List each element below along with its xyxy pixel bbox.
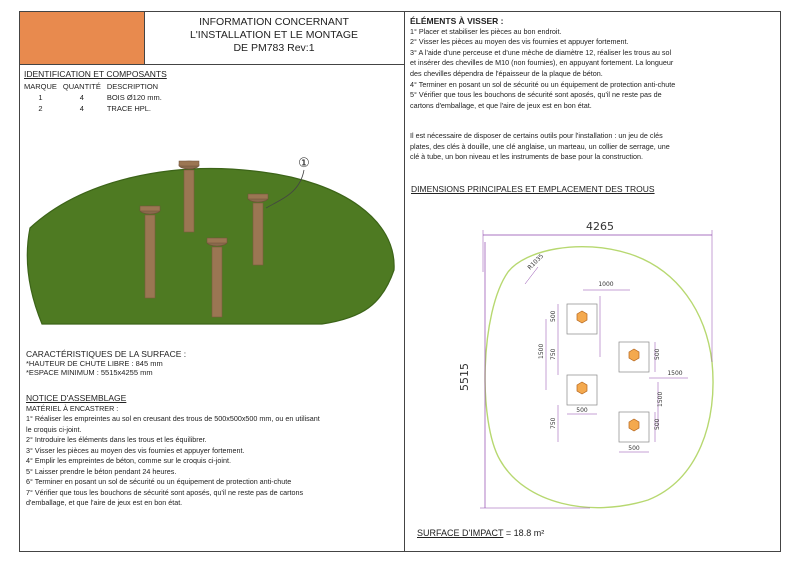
table-row — [24, 103, 168, 114]
dim-500-label-e: 500 — [654, 418, 661, 430]
dim-500-label-d: 500 — [628, 445, 640, 452]
assembly-line: 6° Terminer en posant un sol de sécurité ou un équipement de protection anti-chute — [26, 477, 292, 486]
dim-500-label-a: 500 — [550, 310, 557, 322]
post-hex-1 — [577, 311, 587, 323]
elements-line: cartons d'emballage, et que l'aire de jeux est en bon état. — [410, 100, 592, 110]
assembly-heading: NOTICE D'ASSEMBLAGE — [26, 393, 127, 403]
table-row — [24, 92, 168, 103]
dim-500-label-b: 500 — [654, 348, 661, 360]
assembly-line: 1° Réaliser les empreintes au sol en creusant des trous de 500x500x500 mm, ou en utilisant — [26, 414, 320, 423]
elements-heading: ÉLÉMENTS À VISSER : — [410, 16, 504, 26]
header-bottom-line — [20, 64, 404, 65]
dim-1500-label-c: 1500 — [657, 391, 664, 407]
elements-line: et insérer des chevilles de M10 (non fournies), en appuyant fortement. La longueur — [410, 58, 674, 68]
components-table — [24, 81, 168, 114]
tools-line: Il est nécessaire de disposer de certains outils pour l'installation : un jeu de clés — [410, 131, 663, 140]
impact-value: = 18.8 m² — [505, 528, 545, 538]
minimum-space-line: *ESPACE MINIMUM : 5515x4255 mm — [26, 368, 153, 377]
elements-line: 2° Visser les pièces au moyen des vis fournies et appuyer fortement. — [410, 37, 629, 47]
height-label: 5515 — [458, 363, 471, 391]
elements-line: 1° Placer et stabiliser les pièces au bon endroit. — [410, 26, 562, 36]
post-hex-2 — [629, 349, 639, 361]
grass-mound — [27, 169, 394, 324]
title-line-1: INFORMATION CONCERNANT — [199, 16, 349, 28]
dimensions-heading: DIMENSIONS PRINCIPALES ET EMPLACEMENT DES TROUS — [411, 184, 655, 194]
tools-note — [410, 131, 774, 163]
impact-surface — [417, 528, 544, 538]
col-header-qty: QUANTITÉ — [62, 82, 101, 91]
width-label: 4265 — [586, 220, 614, 233]
dim-750-label-b: 750 — [550, 417, 557, 429]
assembly-line: 5° Laisser prendre le béton pendant 24 heures. — [26, 466, 177, 476]
screw-elements-instructions — [410, 16, 776, 111]
post-hex-3 — [577, 382, 587, 394]
elements-line: 5° Vérifier que tous les bouchons de sécurité sont aposés, qu'il ne reste pas de — [410, 90, 662, 100]
dim-1500-label-b: 1500 — [667, 370, 683, 377]
cell-qty: 4 — [79, 93, 84, 102]
dim-750-label-a: 750 — [550, 348, 557, 360]
assembly-line: 4° Emplir les empreintes de béton, comme sur le croquis ci-joint. — [26, 456, 232, 465]
tools-line: plates, des clés à douille, une clé anglaise, un marteau, un collier de serrage, une — [410, 141, 670, 151]
document-title — [150, 16, 398, 55]
identification-heading: IDENTIFICATION ET COMPOSANTS — [24, 69, 167, 79]
title-line-3: DE PM783 Rev:1 — [233, 42, 315, 54]
radius-label: R1035 — [526, 252, 546, 272]
tools-line: clé à tube, un bon niveau et les instruments de base pour la construction. — [410, 152, 643, 162]
dim-1000-label: 1000 — [598, 281, 614, 288]
cell-desc: TRACE HPL. — [106, 104, 152, 113]
assembly-line: 3° Visser les pièces au moyen des vis fournies et appuyer fortement. — [26, 445, 245, 455]
hole-layout-plan — [430, 212, 730, 524]
cell-qty: 4 — [79, 104, 84, 113]
surface-characteristics — [26, 350, 186, 377]
dim-1500-label-a: 1500 — [538, 343, 545, 359]
callout-number: ① — [298, 156, 310, 171]
title-line-2: L'INSTALLATION ET LE MONTAGE — [189, 29, 359, 41]
post-hex-4 — [629, 419, 639, 431]
elements-line: 3° A l'aide d'une perceuse et d'une mèche de diamètre 12, réaliser les trous au sol — [410, 47, 672, 57]
assembly-subheading: MATÉRIEL À ENCASTRER : — [26, 403, 119, 413]
cell-mark: 2 — [38, 104, 43, 113]
elements-line: des chevilles dépendra de l'épaisseur de la plaque de béton. — [410, 68, 603, 78]
assembly-line: 2° Introduire les éléments dans les trous et les équilibrer. — [26, 435, 207, 444]
cell-desc: BOIS Ø120 mm. — [106, 93, 162, 102]
elements-line: 4° Terminer en posant un sol de sécurité ou un équipement de protection anti-chute — [410, 79, 676, 89]
dim-500-label-c: 500 — [576, 407, 588, 414]
col-header-desc: DESCRIPTION — [106, 82, 159, 91]
assembly-instructions — [26, 393, 398, 509]
brand-color-block — [20, 12, 144, 64]
header-separator — [144, 12, 145, 64]
column-divider — [404, 11, 405, 552]
assembly-line: d'emballage, et que l'aire de jeux est en bon état. — [26, 498, 183, 507]
surface-heading: CARACTÉRISTIQUES DE LA SURFACE : — [26, 349, 187, 359]
impact-label: SURFACE D'IMPACT — [417, 528, 504, 538]
assembly-line: 7° Vérifier que tous les bouchons de sécurité sont aposés, qu'il ne reste pas de cartons — [26, 487, 304, 497]
fall-height-line: *HAUTEUR DE CHUTE LIBRE : 845 mm — [26, 359, 163, 368]
cell-mark: 1 — [38, 93, 43, 102]
table-header-row — [24, 81, 168, 92]
product-3d-illustration — [22, 140, 402, 340]
col-header-mark: MARQUE — [24, 82, 57, 91]
assembly-line: le croquis ci-joint. — [26, 424, 82, 434]
